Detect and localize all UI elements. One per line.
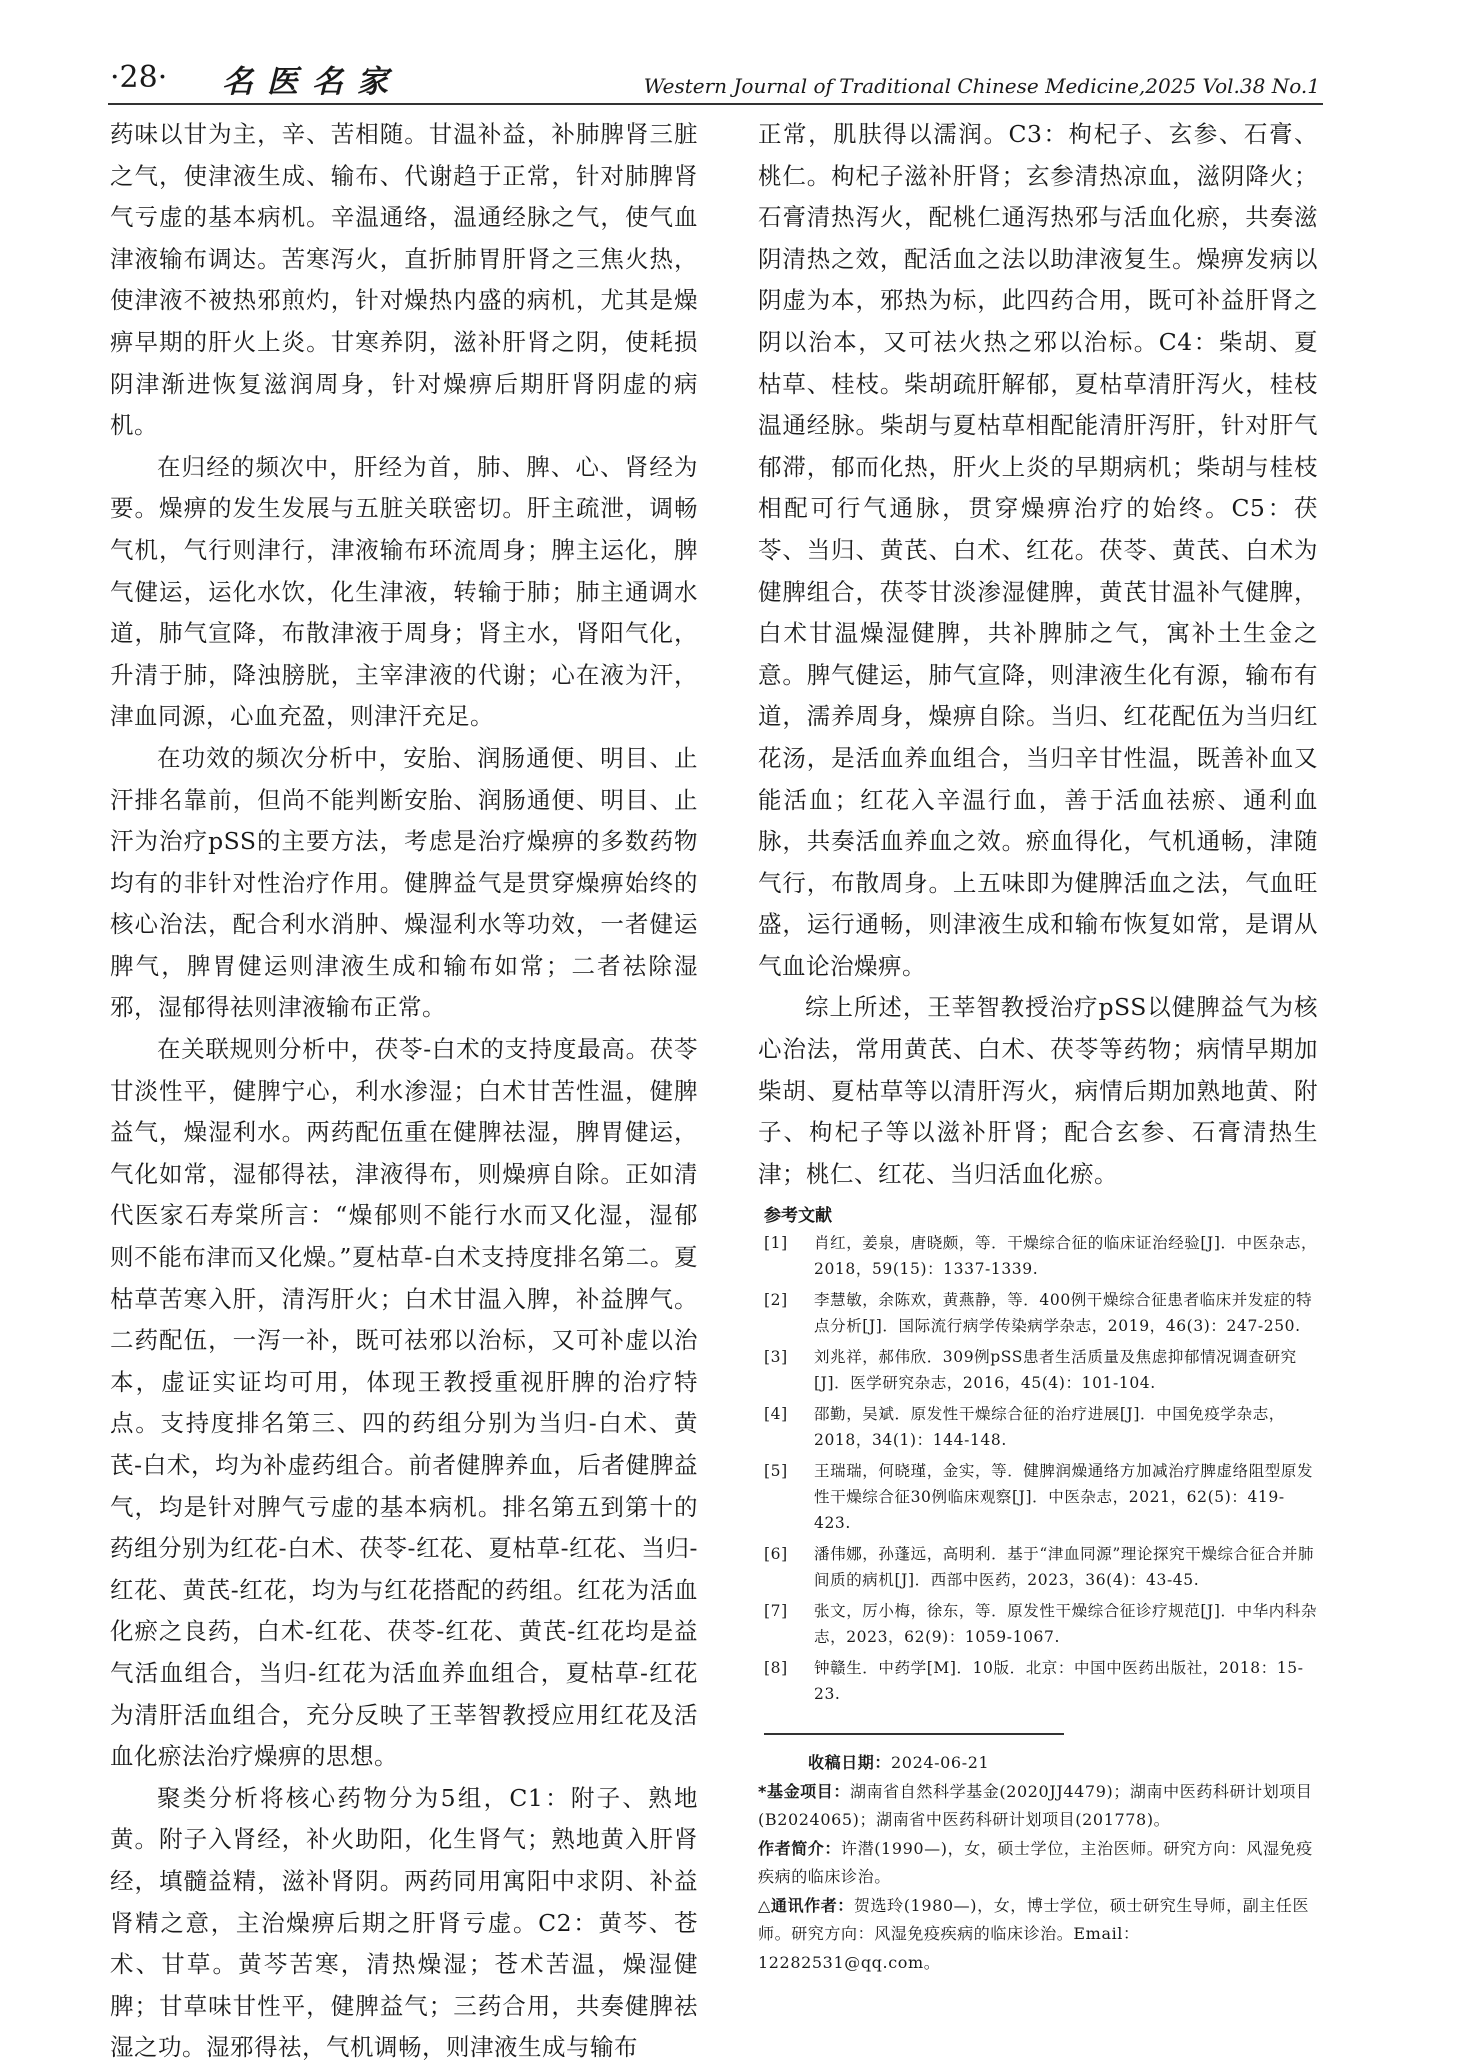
reference-number: [6] bbox=[764, 1545, 788, 1564]
corresponding-label: △通讯作者： bbox=[758, 1895, 854, 1915]
page-header bbox=[110, 52, 1320, 102]
body-paragraph: 聚类分析将核心药物分为5组，C1：附子、熟地黄。附子入肾经，补火助阳，化生肾气；熟地黄入肝肾经，填髓益精，滋补肾阴。两药同用寓阳中求阴、补益肾精之意，主治燥痹后期之肝肾亏虚。C2：黄芩、苍术、甘草。黄芩苦寒，清热燥湿；苍术苦温，燥湿健脾；甘草味甘性平，健脾益气；三药合用，共奏健脾祛湿之功。湿邪得祛，气机调畅，则津液生成与输布 bbox=[110, 1783, 698, 2062]
reference-text: 钟赣生．中药学[M]．10版．北京：中国中医药出版社，2018：15-23. bbox=[814, 1659, 1304, 1704]
reference-number: [5] bbox=[764, 1462, 788, 1481]
reference-item bbox=[758, 1287, 1318, 1339]
reference-item bbox=[758, 1230, 1318, 1282]
reference-item bbox=[758, 1401, 1318, 1453]
left-column bbox=[110, 114, 698, 2069]
reference-text: 王瑞瑞，何晓瑾，金实，等．健脾润燥通络方加减治疗脾虚络阻型原发性干燥综合征30例临床观察[J]．中医杂志，2021，62(5)：419-423. bbox=[814, 1462, 1314, 1533]
received-date bbox=[808, 1749, 1318, 1778]
journal-citation: Western Journal of Traditional Chinese Medicine,2025 Vol.38 No.1 bbox=[643, 74, 1320, 98]
corresponding-value: 贺选玲(1980—)，女，博士学位，硕士研究生导师，副主任医师。研究方向：风湿免疫疾病的临床诊治。Email：12282531@qq.com。 bbox=[758, 1895, 1310, 1972]
fund-value: 湖南省自然科学基金(2020JJ4479)；湖南中医药科研计划项目(B2024065)；湖南省中医药科研计划项目(201778)。 bbox=[758, 1781, 1313, 1830]
reference-text: 潘伟娜，孙蓬远，高明利．基于“津血同源”理论探究干燥综合征合并肺间质的病机[J]．西部中医药，2023，36(4)：43-45. bbox=[814, 1545, 1315, 1590]
reference-list bbox=[758, 1230, 1318, 1707]
reference-number: [1] bbox=[764, 1234, 788, 1253]
reference-number: [3] bbox=[764, 1348, 788, 1367]
reference-text: 刘兆祥，郝伟欣．309例pSS患者生活质量及焦虑抑郁情况调查研究[J]．医学研究杂志，2016，45(4)：101-104. bbox=[814, 1348, 1297, 1393]
received-label: 收稿日期： bbox=[808, 1753, 892, 1773]
reference-number: [8] bbox=[764, 1659, 788, 1678]
reference-text: 肖红，姜泉，唐晓颇，等．干燥综合征的临床证治经验[J]．中医杂志，2018，59(15)：1337-1339. bbox=[814, 1234, 1318, 1279]
reference-item bbox=[758, 1344, 1318, 1396]
reference-item bbox=[758, 1598, 1318, 1650]
body-paragraph: 在关联规则分析中，茯苓-白术的支持度最高。茯苓甘淡性平，健脾宁心，利水渗湿；白术甘苦性温，健脾益气，燥湿利水。两药配伍重在健脾祛湿，脾胃健运，气化如常，湿郁得祛，津液得布，则燥痹自除。正如清代医家石寿棠所言：“燥郁则不能行水而又化湿，湿郁则不能布津而又化燥。”夏枯草-白术支持度排名第二。夏枯草苦寒入肝，清泻肝火；白术甘温入脾，补益脾气。二药配伍，一泻一补，既可祛邪以治标，又可补虚以治本，虚证实证均可用，体现王教授重视肝脾的治疗特点。支持度排名第三、四的药组分别为当归-白术、黄芪-白术，均为补虚药组合。前者健脾养血，后者健脾益气，均是针对脾气亏虚的基本病机。排名第五到第十的药组分别为红花-白术、茯苓-红花、夏枯草-红花、当归-红花、黄芪-红花，均为与红花搭配的药组。红花为活血化瘀之良药，白术-红花、茯苓-红花、黄芪-红花均是益气活血组合，当归-红花为活血养血组合，夏枯草-红花为清肝活血组合，充分反映了王莘智教授应用红花及活血化瘀法治疗燥痹的思想。 bbox=[110, 1035, 698, 1771]
fund-label: *基金项目： bbox=[758, 1781, 850, 1801]
reference-item bbox=[758, 1458, 1318, 1536]
reference-text: 张文，厉小梅，徐东，等．原发性干燥综合征诊疗规范[J]．中华内科杂志，2023，62(9)：1059-1067. bbox=[814, 1602, 1318, 1647]
reference-number: [4] bbox=[764, 1405, 788, 1424]
header-divider bbox=[108, 103, 1323, 105]
reference-text: 邵勤，吴斌．原发性干燥综合征的治疗进展[J]．中国免疫学杂志，2018，34(1)：144-148. bbox=[814, 1405, 1285, 1450]
body-paragraph: 在功效的频次分析中，安胎、润肠通便、明目、止汗排名靠前，但尚不能判断安胎、润肠通便、明目、止汗为治疗pSS的主要方法，考虑是治疗燥痹的多数药物均有的非针对性治疗作用。健脾益气是贯穿燥痹始终的核心治法，配合利水消肿、燥湿利水等功效，一者健运脾气，脾胃健运则津液生成和输布如常；二者祛除湿邪，湿郁得祛则津液输布正常。 bbox=[110, 743, 698, 1022]
body-paragraph: 在归经的频次中，肝经为首，肺、脾、心、肾经为要。燥痹的发生发展与五脏关联密切。肝主疏泄，调畅气机，气行则津行，津液输布环流周身；脾主运化，脾气健运，运化水饮，化生津液，转输于肺；肺主通调水道，肺气宣降，布散津液于周身；肾主水，肾阳气化，升清于肺，降浊膀胱，主宰津液的代谢；心在液为汗，津血同源，心血充盈，则津汗充足。 bbox=[110, 452, 698, 731]
page-number: ·28· bbox=[110, 60, 168, 95]
reference-number: [7] bbox=[764, 1602, 788, 1621]
body-paragraph: 综上所述，王莘智教授治疗pSS以健脾益气为核心治法，常用黄芪、白术、茯苓等药物；病情早期加柴胡、夏枯草等以清肝泻火，病情后期加熟地黄、附子、枸杞子等以滋补肝肾；配合玄参、石膏清热生津；桃仁、红花、当归活血化瘀。 bbox=[758, 993, 1318, 1188]
fund-info bbox=[758, 1778, 1318, 1835]
author-label: 作者简介： bbox=[758, 1838, 842, 1858]
footnotes bbox=[758, 1749, 1318, 1977]
reference-number: [2] bbox=[764, 1291, 788, 1310]
journal-section-title: 名医名家 bbox=[222, 64, 402, 100]
author-info bbox=[758, 1835, 1318, 1892]
reference-item bbox=[758, 1655, 1318, 1707]
reference-text: 李慧敏，余陈欢，黄燕静，等．400例干燥综合征患者临床并发症的特点分析[J]．国际流行病学传染病学杂志，2019，46(3)：247-250. bbox=[814, 1291, 1313, 1336]
footnote-divider bbox=[764, 1733, 1064, 1735]
received-value: 2024-06-21 bbox=[891, 1753, 990, 1773]
references-heading: 参考文献 bbox=[764, 1206, 832, 1227]
right-column bbox=[758, 114, 1318, 1977]
body-paragraph: 药味以甘为主，辛、苦相随。甘温补益，补肺脾肾三脏之气，使津液生成、输布、代谢趋于正常，针对肺脾肾气亏虚的基本病机。辛温通络，温通经脉之气，使气血津液输布调达。苦寒泻火，直折肺胃肝肾之三焦火热，使津液不被热邪煎灼，针对燥热内盛的病机，尤其是燥痹早期的肝火上炎。甘寒养阴，滋补肝肾之阴，使耗损阴津渐进恢复滋润周身，针对燥痹后期肝肾阴虚的病机。 bbox=[110, 120, 698, 440]
body-paragraph: 正常，肌肤得以濡润。C3：枸杞子、玄参、石膏、桃仁。枸杞子滋补肝肾；玄参清热凉血，滋阴降火；石膏清热泻火，配桃仁通泻热邪与活血化瘀，共奏滋阴清热之效，配活血之法以助津液复生。燥痹发病以阴虚为本，邪热为标，此四药合用，既可补益肝肾之阴以治本，又可祛火热之邪以治标。C4：柴胡、夏枯草、桂枝。柴胡疏肝解郁，夏枯草清肝泻火，桂枝温通经脉。柴胡与夏枯草相配能清肝泻肝，针对肝气郁滞，郁而化热，肝火上炎的早期病机；柴胡与桂枝相配可行气通脉，贯穿燥痹治疗的始终。C5：茯苓、当归、黄芪、白术、红花。茯苓、黄芪、白术为健脾组合，茯苓甘淡渗湿健脾，黄芪甘温补气健脾，白术甘温燥湿健脾，共补脾肺之气，寓补土生金之意。脾气健运，肺气宣降，则津液生化有源，输布有道，濡养周身，燥痹自除。当归、红花配伍为当归红花汤，是活血养血组合，当归辛甘性温，既善补血又能活血；红花入辛温行血，善于活血祛瘀、通利血脉，共奏活血养血之效。瘀血得化，气机通畅，津随气行，布散周身。上五味即为健脾活血之法，气血旺盛，运行通畅，则津液生成和输布恢复如常，是谓从气血论治燥痹。 bbox=[758, 120, 1318, 980]
author-value: 许潜(1990—)，女，硕士学位，主治医师。研究方向：风湿免疫疾病的临床诊治。 bbox=[758, 1838, 1313, 1887]
corresponding-author-info bbox=[758, 1892, 1318, 1978]
reference-item bbox=[758, 1541, 1318, 1593]
